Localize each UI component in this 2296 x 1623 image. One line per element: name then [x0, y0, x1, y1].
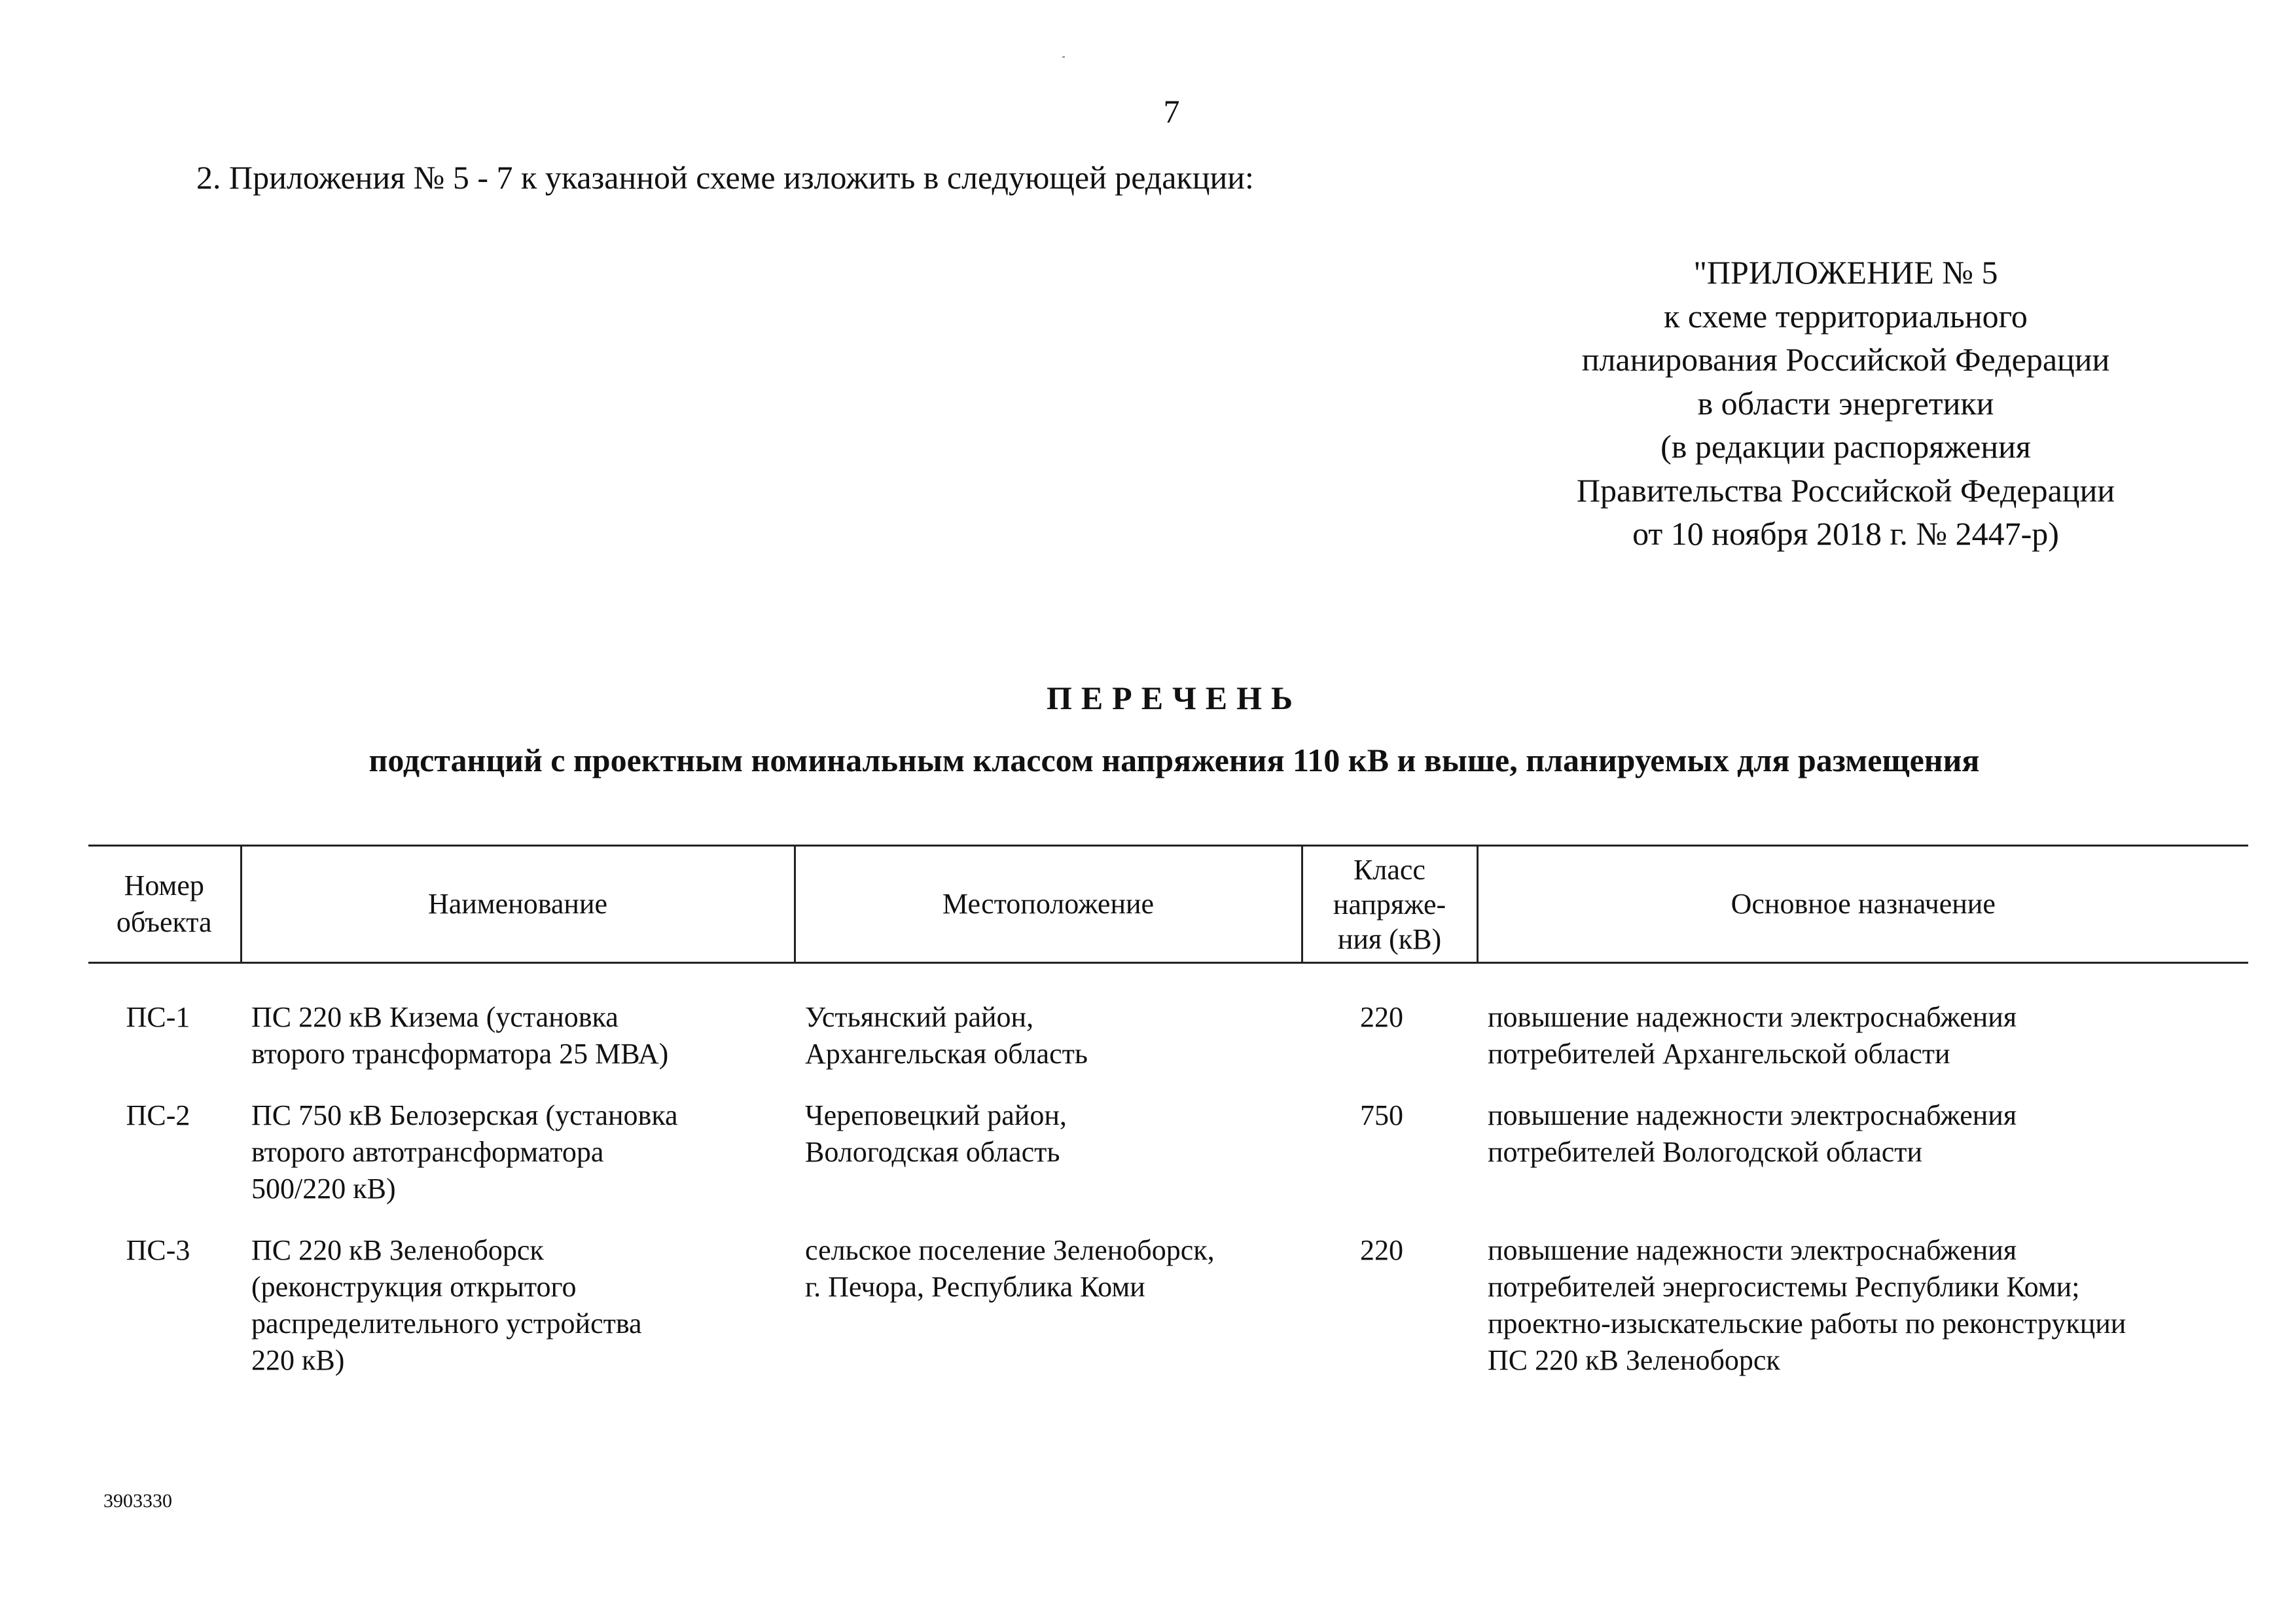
row-purpose: повышение надежности электроснабжения потребителей энергосистемы Республики Коми; проектно-изыскательские работы по реконструкции ПС 220 кВ Зеленоборск: [1488, 1234, 2126, 1376]
header-purpose: Основное назначение: [1477, 846, 2248, 963]
row-location: сельское поселение Зеленоборск, г. Печора, Республика Коми: [805, 1234, 1215, 1303]
appendix-line-title: "ПРИЛОЖЕНИЕ № 5: [1693, 254, 1998, 291]
row-name: ПС 750 кВ Белозерская (установка второго автотрансформатора 500/220 кВ): [251, 1099, 678, 1205]
appendix-line-date: от 10 ноября 2018 г. № 2447-р): [1632, 515, 2059, 552]
appendix-line-energy: в области энергетики: [1697, 384, 1994, 422]
document-code: 3903330: [103, 1490, 172, 1512]
table-header-row: [88, 846, 2248, 963]
row-name: ПС 220 кВ Кизема (установка второго трансформатора 25 МВА): [251, 1001, 669, 1070]
scan-speck: [1062, 56, 1065, 58]
row-name: ПС 220 кВ Зеленоборск (реконструкция открытого распределительного устройства 220 кВ): [251, 1234, 642, 1376]
row-number: ПС-3: [126, 1234, 190, 1266]
header-voltage: Класс напряже- ния (кВ): [1302, 846, 1477, 963]
intro-paragraph: 2. Приложения № 5 - 7 к указанной схеме изложить в следующей редакции:: [196, 159, 1254, 196]
appendix-line-scheme: к схеме территориального: [1664, 297, 2028, 335]
row-location: Устьянский район, Архангельская область: [805, 1001, 1088, 1070]
row-location: Череповецкий район, Вологодская область: [805, 1099, 1067, 1168]
header-number: Номер объекта: [88, 846, 241, 963]
appendix-line-government: Правительства Российской Федерации: [1576, 471, 2115, 509]
row-voltage: 750: [1360, 1099, 1403, 1131]
document-title: ПЕРЕЧЕНЬ: [1046, 680, 1302, 716]
page-number: 7: [1163, 93, 1180, 130]
appendix-line-edition: (в редакции распоряжения: [1660, 428, 2031, 465]
table-row: [88, 963, 2248, 1098]
table-row: [88, 1097, 2248, 1232]
appendix-line-planning: планирования Российской Федерации: [1581, 341, 2110, 378]
table-row: [88, 1232, 2248, 1404]
substations-table: [88, 845, 2248, 1404]
row-voltage: 220: [1360, 1001, 1403, 1033]
row-purpose: повышение надежности электроснабжения потребителей Архангельской области: [1488, 1001, 2017, 1070]
document-subtitle: подстанций с проектным номинальным классом напряжения 110 кВ и выше, планируемых для размещения: [368, 742, 1980, 778]
row-voltage: 220: [1360, 1234, 1403, 1266]
row-purpose: повышение надежности электроснабжения потребителей Вологодской области: [1488, 1099, 2017, 1168]
header-name: Наименование: [241, 846, 795, 963]
header-location: Местоположение: [795, 846, 1302, 963]
appendix-header: [1505, 251, 2186, 556]
row-number: ПС-2: [126, 1099, 190, 1131]
row-number: ПС-1: [126, 1001, 190, 1033]
